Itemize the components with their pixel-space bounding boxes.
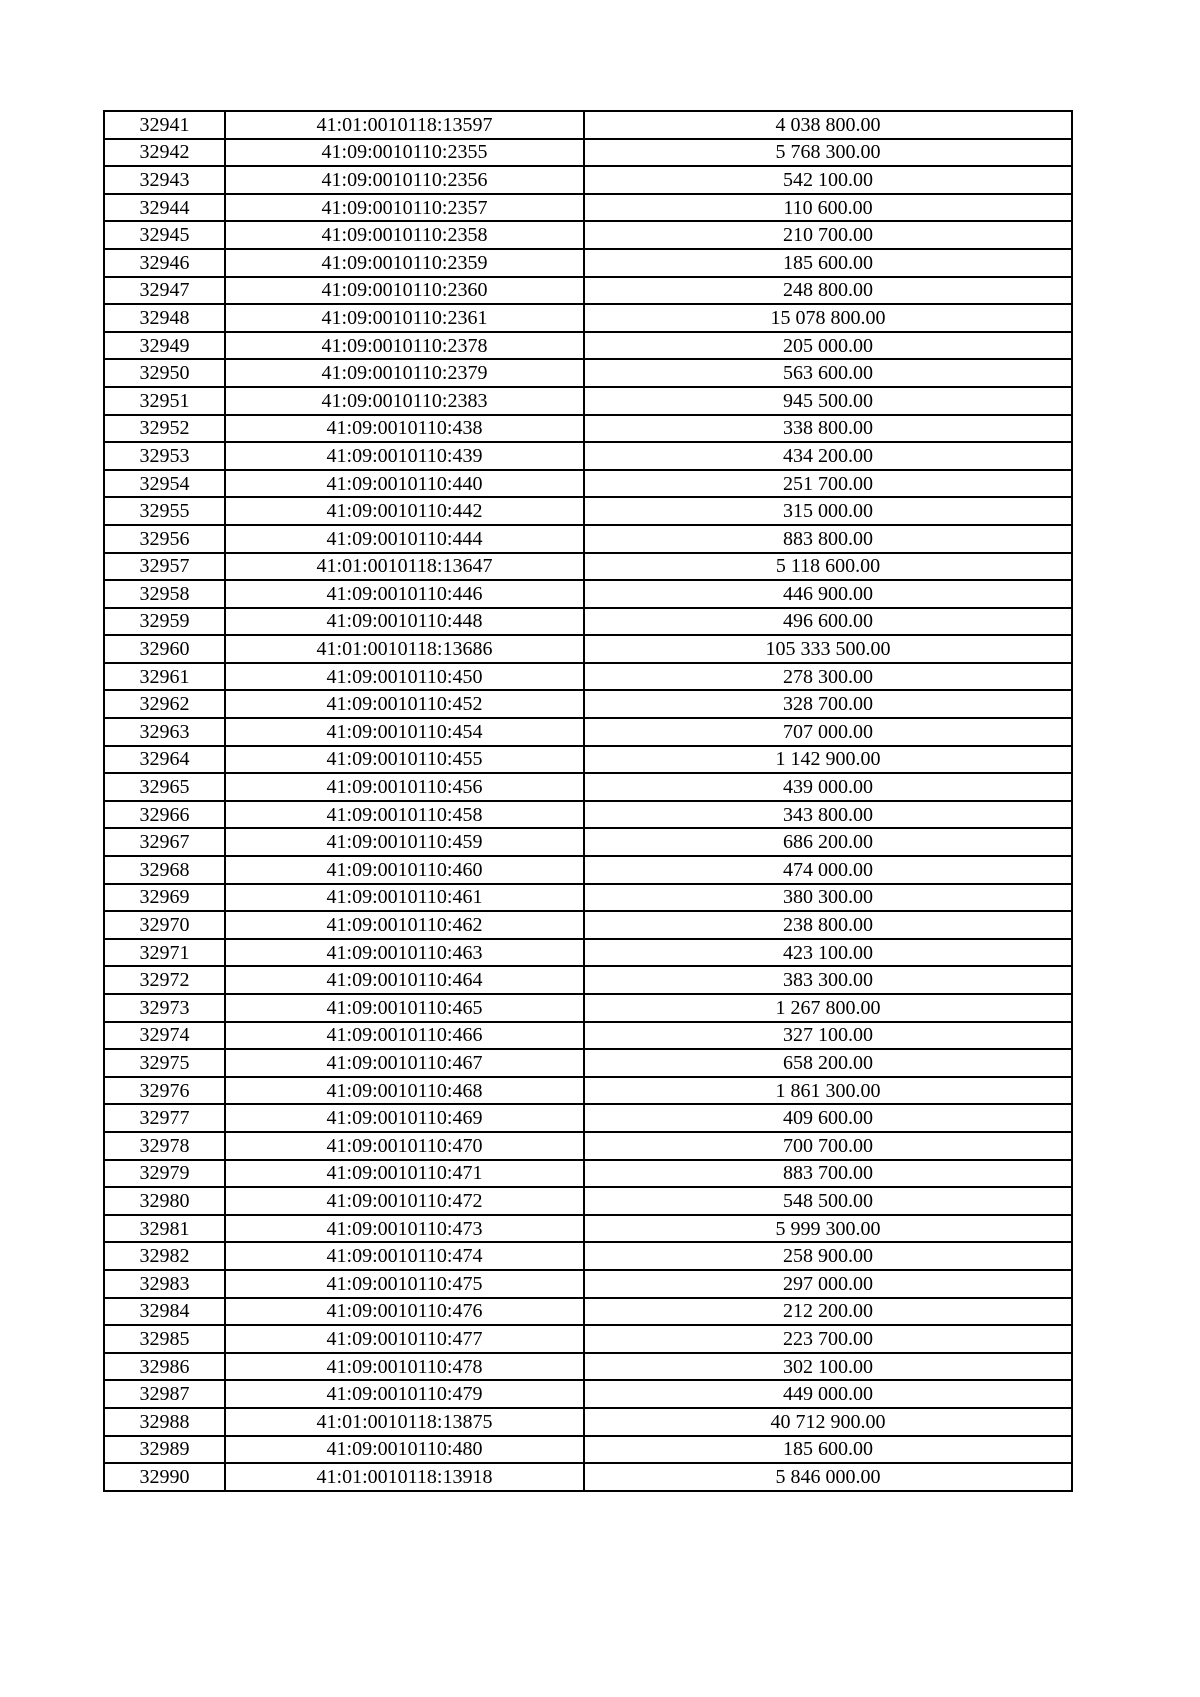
table-row bbox=[104, 773, 1072, 801]
table-row bbox=[104, 1077, 1072, 1105]
row-number-cell: 32946 bbox=[104, 249, 225, 277]
table-row bbox=[104, 1022, 1072, 1050]
cadastral-number-cell: 41:09:0010110:454 bbox=[225, 718, 584, 746]
row-number-cell: 32964 bbox=[104, 746, 225, 774]
cadastral-value-cell: 686 200.00 bbox=[584, 828, 1072, 856]
cadastral-number-cell: 41:01:0010118:13918 bbox=[225, 1463, 584, 1491]
cadastral-number-cell: 41:09:0010110:2356 bbox=[225, 166, 584, 194]
row-number-cell: 32947 bbox=[104, 277, 225, 305]
cadastral-number-cell: 41:09:0010110:452 bbox=[225, 690, 584, 718]
row-number-cell: 32945 bbox=[104, 221, 225, 249]
cadastral-value-cell: 205 000.00 bbox=[584, 332, 1072, 360]
cadastral-value-cell: 883 700.00 bbox=[584, 1160, 1072, 1188]
cadastral-value-cell: 439 000.00 bbox=[584, 773, 1072, 801]
cadastral-number-cell: 41:09:0010110:456 bbox=[225, 773, 584, 801]
row-number-cell: 32965 bbox=[104, 773, 225, 801]
row-number-cell: 32983 bbox=[104, 1270, 225, 1298]
cadastral-value-cell: 251 700.00 bbox=[584, 470, 1072, 498]
cadastral-number-cell: 41:09:0010110:472 bbox=[225, 1187, 584, 1215]
table-row bbox=[104, 911, 1072, 939]
table-row bbox=[104, 1436, 1072, 1464]
row-number-cell: 32966 bbox=[104, 801, 225, 829]
table-row bbox=[104, 828, 1072, 856]
cadastral-value-cell: 700 700.00 bbox=[584, 1132, 1072, 1160]
cadastral-value-cell: 343 800.00 bbox=[584, 801, 1072, 829]
row-number-cell: 32963 bbox=[104, 718, 225, 746]
cadastral-number-cell: 41:01:0010118:13647 bbox=[225, 553, 584, 581]
table-row bbox=[104, 801, 1072, 829]
row-number-cell: 32971 bbox=[104, 939, 225, 967]
table-body bbox=[104, 111, 1072, 1491]
cadastral-value-cell: 5 846 000.00 bbox=[584, 1463, 1072, 1491]
row-number-cell: 32958 bbox=[104, 580, 225, 608]
row-number-cell: 32941 bbox=[104, 111, 225, 139]
cadastral-number-cell: 41:09:0010110:469 bbox=[225, 1104, 584, 1132]
row-number-cell: 32975 bbox=[104, 1049, 225, 1077]
table-row bbox=[104, 442, 1072, 470]
cadastral-number-cell: 41:09:0010110:455 bbox=[225, 746, 584, 774]
cadastral-value-table bbox=[103, 110, 1073, 1492]
table-row bbox=[104, 1215, 1072, 1243]
row-number-cell: 32961 bbox=[104, 663, 225, 691]
row-number-cell: 32942 bbox=[104, 139, 225, 167]
cadastral-value-cell: 185 600.00 bbox=[584, 1436, 1072, 1464]
table-row bbox=[104, 884, 1072, 912]
table-row bbox=[104, 746, 1072, 774]
cadastral-number-cell: 41:09:0010110:2383 bbox=[225, 387, 584, 415]
cadastral-number-cell: 41:09:0010110:473 bbox=[225, 1215, 584, 1243]
cadastral-value-cell: 409 600.00 bbox=[584, 1104, 1072, 1132]
cadastral-value-cell: 278 300.00 bbox=[584, 663, 1072, 691]
cadastral-number-cell: 41:09:0010110:475 bbox=[225, 1270, 584, 1298]
row-number-cell: 32974 bbox=[104, 1022, 225, 1050]
table-row bbox=[104, 856, 1072, 884]
row-number-cell: 32959 bbox=[104, 608, 225, 636]
cadastral-value-cell: 1 267 800.00 bbox=[584, 994, 1072, 1022]
cadastral-number-cell: 41:09:0010110:465 bbox=[225, 994, 584, 1022]
cadastral-number-cell: 41:09:0010110:442 bbox=[225, 497, 584, 525]
row-number-cell: 32986 bbox=[104, 1353, 225, 1381]
table-row bbox=[104, 111, 1072, 139]
cadastral-value-cell: 658 200.00 bbox=[584, 1049, 1072, 1077]
table-row bbox=[104, 663, 1072, 691]
row-number-cell: 32989 bbox=[104, 1436, 225, 1464]
cadastral-value-cell: 380 300.00 bbox=[584, 884, 1072, 912]
cadastral-value-cell: 449 000.00 bbox=[584, 1380, 1072, 1408]
cadastral-value-cell: 258 900.00 bbox=[584, 1242, 1072, 1270]
cadastral-value-cell: 383 300.00 bbox=[584, 966, 1072, 994]
cadastral-number-cell: 41:09:0010110:448 bbox=[225, 608, 584, 636]
table-row bbox=[104, 1325, 1072, 1353]
table-row bbox=[104, 635, 1072, 663]
cadastral-number-cell: 41:09:0010110:450 bbox=[225, 663, 584, 691]
cadastral-number-cell: 41:09:0010110:2360 bbox=[225, 277, 584, 305]
row-number-cell: 32984 bbox=[104, 1298, 225, 1326]
table-row bbox=[104, 608, 1072, 636]
row-number-cell: 32943 bbox=[104, 166, 225, 194]
cadastral-number-cell: 41:09:0010110:458 bbox=[225, 801, 584, 829]
cadastral-value-cell: 315 000.00 bbox=[584, 497, 1072, 525]
cadastral-value-cell: 883 800.00 bbox=[584, 525, 1072, 553]
cadastral-number-cell: 41:09:0010110:444 bbox=[225, 525, 584, 553]
table-row bbox=[104, 194, 1072, 222]
cadastral-value-cell: 434 200.00 bbox=[584, 442, 1072, 470]
cadastral-number-cell: 41:09:0010110:446 bbox=[225, 580, 584, 608]
table-row bbox=[104, 966, 1072, 994]
table-row bbox=[104, 1463, 1072, 1491]
cadastral-number-cell: 41:09:0010110:440 bbox=[225, 470, 584, 498]
row-number-cell: 32962 bbox=[104, 690, 225, 718]
table-row bbox=[104, 690, 1072, 718]
table-row bbox=[104, 277, 1072, 305]
cadastral-number-cell: 41:09:0010110:464 bbox=[225, 966, 584, 994]
row-number-cell: 32990 bbox=[104, 1463, 225, 1491]
cadastral-value-cell: 210 700.00 bbox=[584, 221, 1072, 249]
cadastral-value-cell: 4 038 800.00 bbox=[584, 111, 1072, 139]
cadastral-number-cell: 41:09:0010110:479 bbox=[225, 1380, 584, 1408]
row-number-cell: 32988 bbox=[104, 1408, 225, 1436]
cadastral-number-cell: 41:09:0010110:438 bbox=[225, 415, 584, 443]
table-row bbox=[104, 470, 1072, 498]
table-row bbox=[104, 139, 1072, 167]
cadastral-value-cell: 238 800.00 bbox=[584, 911, 1072, 939]
row-number-cell: 32969 bbox=[104, 884, 225, 912]
row-number-cell: 32952 bbox=[104, 415, 225, 443]
table-row bbox=[104, 580, 1072, 608]
cadastral-number-cell: 41:09:0010110:2357 bbox=[225, 194, 584, 222]
cadastral-number-cell: 41:01:0010118:13597 bbox=[225, 111, 584, 139]
row-number-cell: 32949 bbox=[104, 332, 225, 360]
cadastral-value-cell: 474 000.00 bbox=[584, 856, 1072, 884]
cadastral-number-cell: 41:09:0010110:476 bbox=[225, 1298, 584, 1326]
table-row bbox=[104, 718, 1072, 746]
cadastral-value-cell: 5 999 300.00 bbox=[584, 1215, 1072, 1243]
table-row bbox=[104, 332, 1072, 360]
cadastral-value-cell: 40 712 900.00 bbox=[584, 1408, 1072, 1436]
table-row bbox=[104, 939, 1072, 967]
row-number-cell: 32948 bbox=[104, 304, 225, 332]
row-number-cell: 32987 bbox=[104, 1380, 225, 1408]
table-row bbox=[104, 304, 1072, 332]
cadastral-number-cell: 41:01:0010118:13686 bbox=[225, 635, 584, 663]
cadastral-number-cell: 41:09:0010110:462 bbox=[225, 911, 584, 939]
cadastral-number-cell: 41:09:0010110:463 bbox=[225, 939, 584, 967]
cadastral-number-cell: 41:09:0010110:467 bbox=[225, 1049, 584, 1077]
table-row bbox=[104, 415, 1072, 443]
cadastral-number-cell: 41:09:0010110:468 bbox=[225, 1077, 584, 1105]
cadastral-value-cell: 248 800.00 bbox=[584, 277, 1072, 305]
table-row bbox=[104, 1160, 1072, 1188]
row-number-cell: 32944 bbox=[104, 194, 225, 222]
table-row bbox=[104, 249, 1072, 277]
table-row bbox=[104, 525, 1072, 553]
cadastral-value-cell: 1 861 300.00 bbox=[584, 1077, 1072, 1105]
cadastral-number-cell: 41:09:0010110:470 bbox=[225, 1132, 584, 1160]
cadastral-number-cell: 41:09:0010110:474 bbox=[225, 1242, 584, 1270]
row-number-cell: 32977 bbox=[104, 1104, 225, 1132]
row-number-cell: 32953 bbox=[104, 442, 225, 470]
row-number-cell: 32956 bbox=[104, 525, 225, 553]
row-number-cell: 32967 bbox=[104, 828, 225, 856]
cadastral-number-cell: 41:09:0010110:2379 bbox=[225, 359, 584, 387]
table-row bbox=[104, 1270, 1072, 1298]
table-row bbox=[104, 387, 1072, 415]
cadastral-number-cell: 41:09:0010110:477 bbox=[225, 1325, 584, 1353]
table-row bbox=[104, 1408, 1072, 1436]
cadastral-value-cell: 5 768 300.00 bbox=[584, 139, 1072, 167]
cadastral-value-cell: 110 600.00 bbox=[584, 194, 1072, 222]
table-row bbox=[104, 1132, 1072, 1160]
row-number-cell: 32951 bbox=[104, 387, 225, 415]
table-row bbox=[104, 1187, 1072, 1215]
cadastral-value-cell: 707 000.00 bbox=[584, 718, 1072, 746]
cadastral-value-cell: 223 700.00 bbox=[584, 1325, 1072, 1353]
row-number-cell: 32972 bbox=[104, 966, 225, 994]
cadastral-value-cell: 423 100.00 bbox=[584, 939, 1072, 967]
row-number-cell: 32981 bbox=[104, 1215, 225, 1243]
cadastral-value-cell: 1 142 900.00 bbox=[584, 746, 1072, 774]
table-row bbox=[104, 1298, 1072, 1326]
row-number-cell: 32982 bbox=[104, 1242, 225, 1270]
table-row bbox=[104, 1104, 1072, 1132]
row-number-cell: 32968 bbox=[104, 856, 225, 884]
row-number-cell: 32950 bbox=[104, 359, 225, 387]
cadastral-value-cell: 328 700.00 bbox=[584, 690, 1072, 718]
cadastral-value-cell: 496 600.00 bbox=[584, 608, 1072, 636]
cadastral-value-cell: 563 600.00 bbox=[584, 359, 1072, 387]
cadastral-number-cell: 41:09:0010110:459 bbox=[225, 828, 584, 856]
row-number-cell: 32954 bbox=[104, 470, 225, 498]
cadastral-number-cell: 41:09:0010110:2359 bbox=[225, 249, 584, 277]
cadastral-value-cell: 446 900.00 bbox=[584, 580, 1072, 608]
cadastral-number-cell: 41:01:0010118:13875 bbox=[225, 1408, 584, 1436]
table-row bbox=[104, 1353, 1072, 1381]
cadastral-number-cell: 41:09:0010110:2361 bbox=[225, 304, 584, 332]
cadastral-value-cell: 185 600.00 bbox=[584, 249, 1072, 277]
table-row bbox=[104, 1380, 1072, 1408]
row-number-cell: 32970 bbox=[104, 911, 225, 939]
row-number-cell: 32955 bbox=[104, 497, 225, 525]
table-row bbox=[104, 166, 1072, 194]
cadastral-value-cell: 548 500.00 bbox=[584, 1187, 1072, 1215]
cadastral-number-cell: 41:09:0010110:439 bbox=[225, 442, 584, 470]
row-number-cell: 32957 bbox=[104, 553, 225, 581]
table-row bbox=[104, 359, 1072, 387]
cadastral-value-cell: 945 500.00 bbox=[584, 387, 1072, 415]
cadastral-number-cell: 41:09:0010110:2378 bbox=[225, 332, 584, 360]
cadastral-value-cell: 338 800.00 bbox=[584, 415, 1072, 443]
table-row bbox=[104, 1049, 1072, 1077]
row-number-cell: 32985 bbox=[104, 1325, 225, 1353]
table-row bbox=[104, 553, 1072, 581]
cadastral-value-cell: 302 100.00 bbox=[584, 1353, 1072, 1381]
row-number-cell: 32960 bbox=[104, 635, 225, 663]
cadastral-number-cell: 41:09:0010110:2355 bbox=[225, 139, 584, 167]
cadastral-number-cell: 41:09:0010110:460 bbox=[225, 856, 584, 884]
table-row bbox=[104, 497, 1072, 525]
row-number-cell: 32973 bbox=[104, 994, 225, 1022]
cadastral-value-cell: 15 078 800.00 bbox=[584, 304, 1072, 332]
cadastral-number-cell: 41:09:0010110:478 bbox=[225, 1353, 584, 1381]
cadastral-number-cell: 41:09:0010110:2358 bbox=[225, 221, 584, 249]
cadastral-value-cell: 542 100.00 bbox=[584, 166, 1072, 194]
cadastral-number-cell: 41:09:0010110:471 bbox=[225, 1160, 584, 1188]
table-row bbox=[104, 221, 1072, 249]
row-number-cell: 32980 bbox=[104, 1187, 225, 1215]
cadastral-number-cell: 41:09:0010110:480 bbox=[225, 1436, 584, 1464]
cadastral-value-cell: 5 118 600.00 bbox=[584, 553, 1072, 581]
row-number-cell: 32979 bbox=[104, 1160, 225, 1188]
table-row bbox=[104, 1242, 1072, 1270]
cadastral-number-cell: 41:09:0010110:466 bbox=[225, 1022, 584, 1050]
cadastral-number-cell: 41:09:0010110:461 bbox=[225, 884, 584, 912]
cadastral-value-cell: 212 200.00 bbox=[584, 1298, 1072, 1326]
row-number-cell: 32978 bbox=[104, 1132, 225, 1160]
row-number-cell: 32976 bbox=[104, 1077, 225, 1105]
table-row bbox=[104, 994, 1072, 1022]
cadastral-value-cell: 327 100.00 bbox=[584, 1022, 1072, 1050]
cadastral-value-cell: 105 333 500.00 bbox=[584, 635, 1072, 663]
cadastral-value-cell: 297 000.00 bbox=[584, 1270, 1072, 1298]
